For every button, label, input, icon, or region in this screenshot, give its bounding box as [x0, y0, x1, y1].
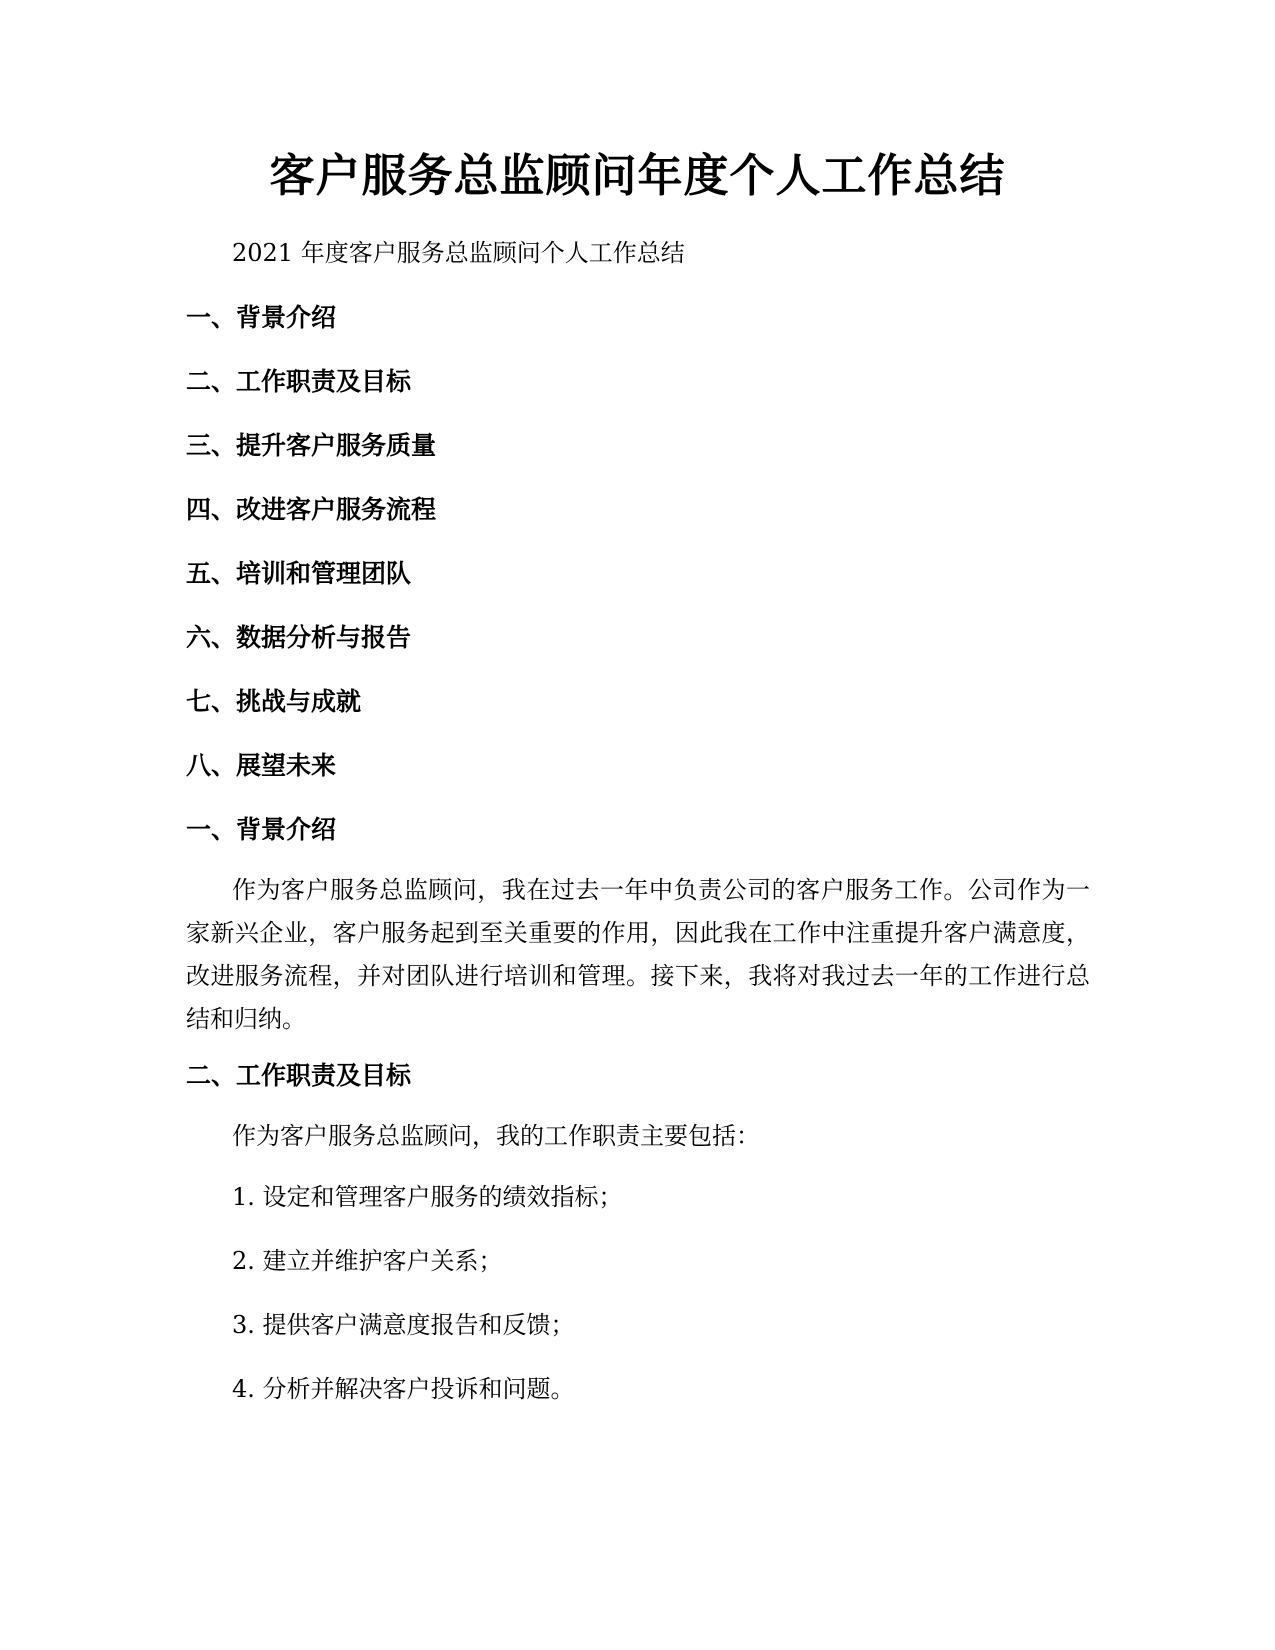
toc-item: 二、工作职责及目标 [186, 367, 412, 396]
list-item: 4. 分析并解决客户投诉和问题。 [232, 1375, 575, 1403]
document-title: 客户服务总监顾问年度个人工作总结 [269, 149, 1006, 202]
section-heading: 一、背景介绍 [186, 815, 337, 844]
toc-item: 一、背景介绍 [186, 303, 337, 332]
section-heading: 二、工作职责及目标 [186, 1061, 412, 1090]
toc-item: 七、挑战与成就 [186, 687, 362, 716]
toc-item: 八、展望未来 [186, 751, 337, 780]
list-item: 1. 设定和管理客户服务的绩效指标； [232, 1183, 623, 1211]
section-body: 作为客户服务总监顾问，我在过去一年中负责公司的客户服务工作。公司作为一家新兴企业，客户服务起到至关重要的作用，因此我在工作中注重提升客户满意度，改进服务流程，并对团队进行培训和管理。接下来，我将对我过去一年的工作进行总结和归纳。 [186, 876, 1090, 1033]
document-subtitle: 2021 年度客户服务总监顾问个人工作总结 [232, 239, 685, 267]
section-intro: 作为客户服务总监顾问，我的工作职责主要包括： [232, 1122, 760, 1150]
toc-item: 三、提升客户服务质量 [186, 431, 437, 460]
toc-item: 六、数据分析与报告 [186, 623, 412, 652]
list-item: 2. 建立并维护客户关系； [232, 1247, 503, 1275]
toc-item: 四、改进客户服务流程 [186, 495, 437, 524]
list-item: 3. 提供客户满意度报告和反馈； [232, 1311, 575, 1339]
toc-item: 五、培训和管理团队 [186, 559, 412, 588]
